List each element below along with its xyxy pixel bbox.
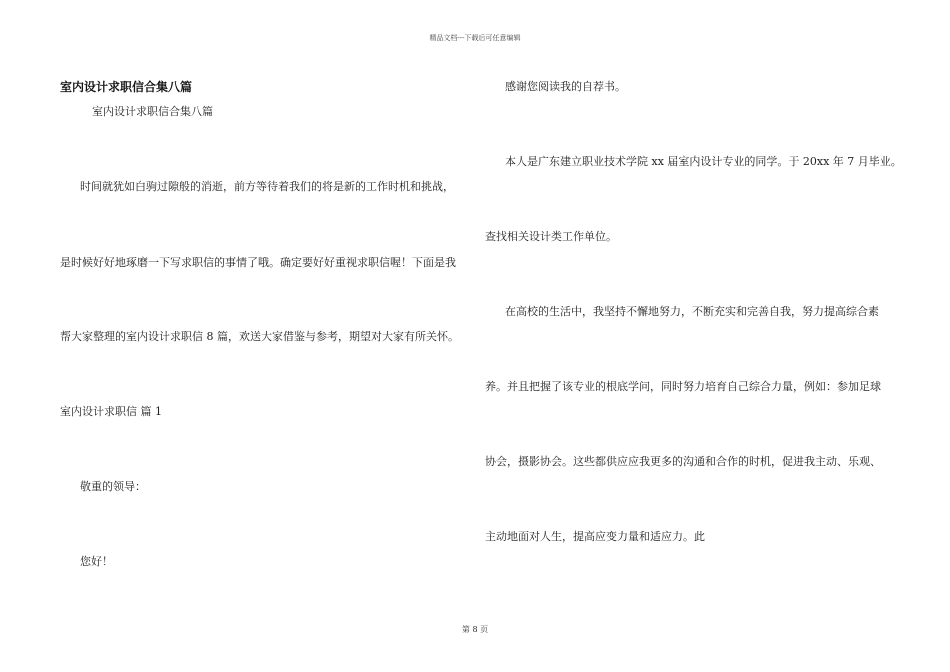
page-header: 精品文档---下载后可任意编辑 xyxy=(429,34,521,42)
letter-line: 在高校的生活中，我坚持不懈地努力，不断充实和完善自我，努力提高综合素 xyxy=(505,305,879,318)
section-heading: 室内设计求职信 篇 1 xyxy=(60,405,162,418)
letter-line: 养。并且把握了该专业的根底学问，同时努力培育自己综合力量，例如：参加足球 xyxy=(485,380,881,393)
right-column xyxy=(475,0,950,672)
letter-line: 本人是广东建立职业技术学院 xx 届室内设计专业的同学。于 20xx 年 7 月毕业。 xyxy=(505,155,902,168)
letter-line: 感谢您阅读我的自荐书。 xyxy=(505,80,626,93)
intro-paragraph-line: 帮大家整理的室内设计求职信 8 篇，欢送大家借鉴与参考，期望对大家有所关怀。 xyxy=(60,330,459,343)
intro-paragraph-line: 是时候好好地琢磨一下写求职信的事情了哦。确定要好好重视求职信喔！下面是我 xyxy=(60,256,456,269)
letter-line: 主动地面对人生，提高应变力量和适应力。此 xyxy=(485,530,705,543)
letter-line: 协会，摄影协会。这些都供应应我更多的沟通和合作的时机，促进我主动、乐观、 xyxy=(485,455,881,468)
letter-salutation: 敬重的领导： xyxy=(80,480,146,493)
page-number: 第 8 页 xyxy=(461,625,489,634)
intro-paragraph-line: 时间就犹如白驹过隙般的消逝，前方等待着我们的将是新的工作时机和挑战， xyxy=(80,180,454,193)
document-subtitle: 室内设计求职信合集八篇 xyxy=(92,105,213,118)
letter-greeting: 您好！ xyxy=(80,555,113,568)
document-title: 室内设计求职信合集八篇 xyxy=(60,80,193,94)
letter-line: 查找相关设计类工作单位。 xyxy=(485,230,617,243)
